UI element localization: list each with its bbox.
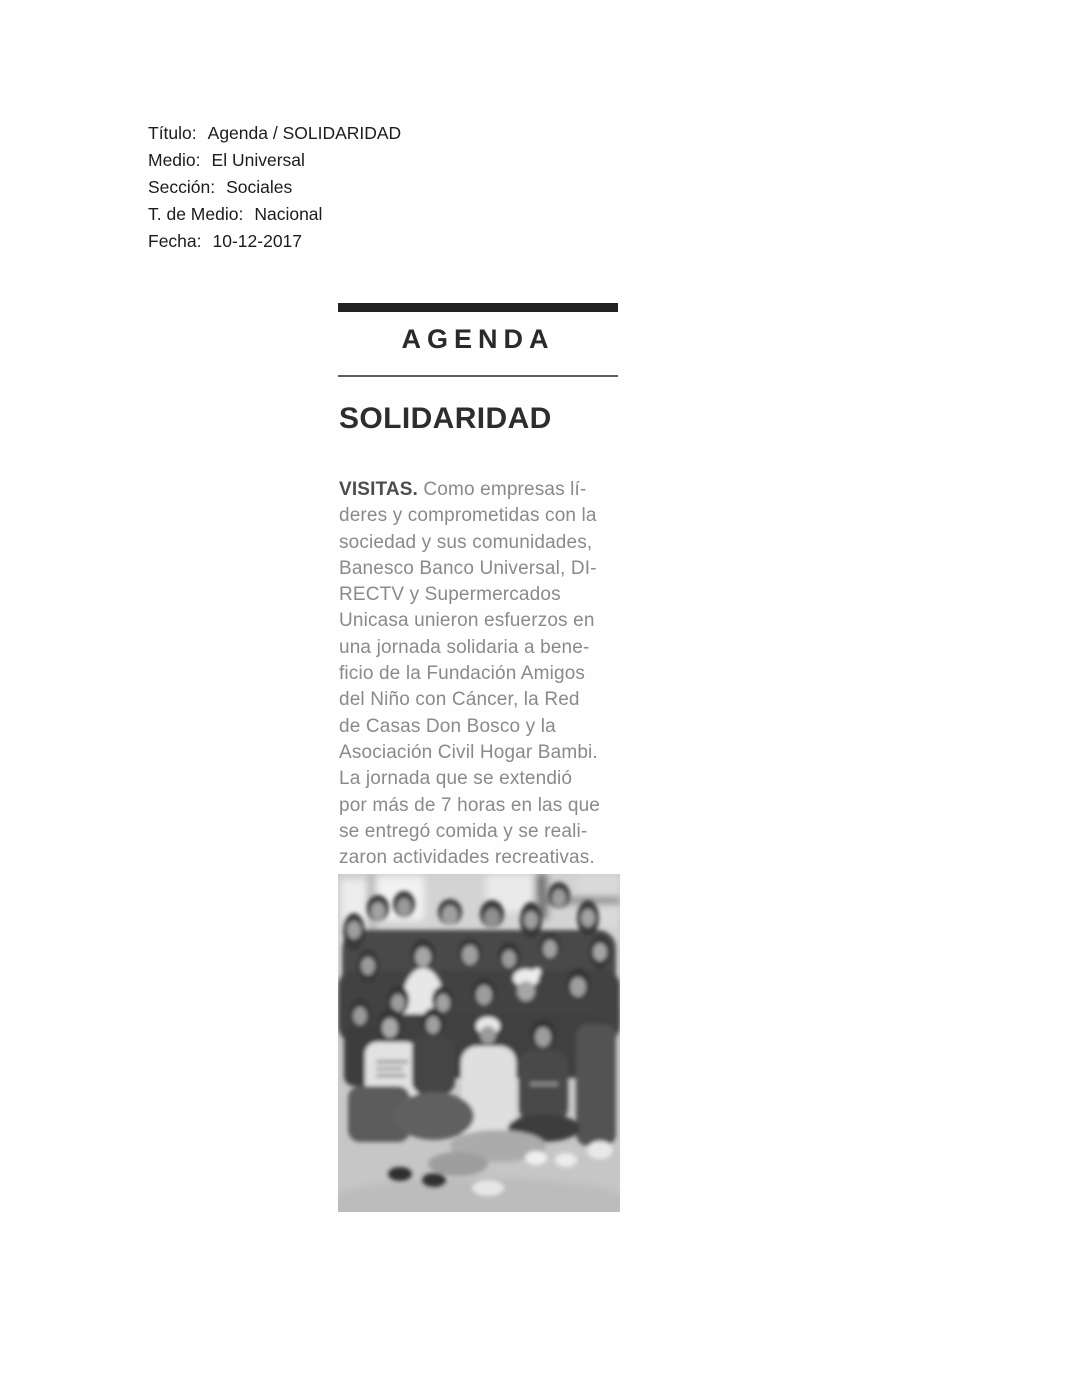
meta-row-titulo [148,120,401,147]
meta-label: Medio: [148,150,201,170]
meta-label: Título: [148,123,197,143]
meta-value: 10-12-2017 [212,231,303,251]
body-line: ficio de la Fundación Amigos [339,663,586,685]
body-line: del Niño con Cáncer, la Red [339,689,580,711]
meta-label: Sección: [148,177,216,197]
meta-value: Sociales [226,177,293,197]
meta-value: El Universal [211,150,305,170]
meta-row-seccion [148,174,401,201]
meta-value: Agenda / SOLIDARIDAD [207,123,402,143]
body-line-text: Como empresas lí- [423,479,587,500]
body-line: se entregó comida y se reali- [339,820,588,842]
body-line [339,477,631,503]
article-photo [338,874,620,1212]
body-line: Banesco Banco Universal, DI- [339,557,597,579]
body-line: Asociación Civil Hogar Bambi. [339,741,598,763]
body-line: una jornada solidaria a bene- [339,636,590,658]
meta-label: Fecha: [148,231,202,251]
body-line: RECTV y Supermercados [339,584,561,606]
meta-row-medio [148,147,401,174]
body-line: de Casas Don Bosco y la [339,715,556,737]
body-line: La jornada que se extendió [339,768,573,790]
headline: SOLIDARIDAD [339,402,552,435]
section-bottom-rule [338,375,618,377]
body-line: zaron actividades recreativas. [339,847,595,869]
group-photo-illustration [338,874,620,1212]
body-line: sociedad y sus comunidades, [339,531,593,553]
meta-value: Nacional [254,204,323,224]
clipping-metadata [148,120,401,255]
meta-row-fecha [148,228,401,255]
meta-row-tipo-medio [148,201,401,228]
body-line: deres y comprometidas con la [339,505,597,527]
meta-label: T. de Medio: [148,204,244,224]
section-header: AGENDA [401,324,555,354]
section-top-rule [338,303,618,312]
body-line: Unicasa unieron esfuerzos en [339,610,595,632]
body-line: por más de 7 horas en las que [339,794,601,816]
lead-word: VISITAS. [339,479,418,500]
article-body [339,477,631,871]
